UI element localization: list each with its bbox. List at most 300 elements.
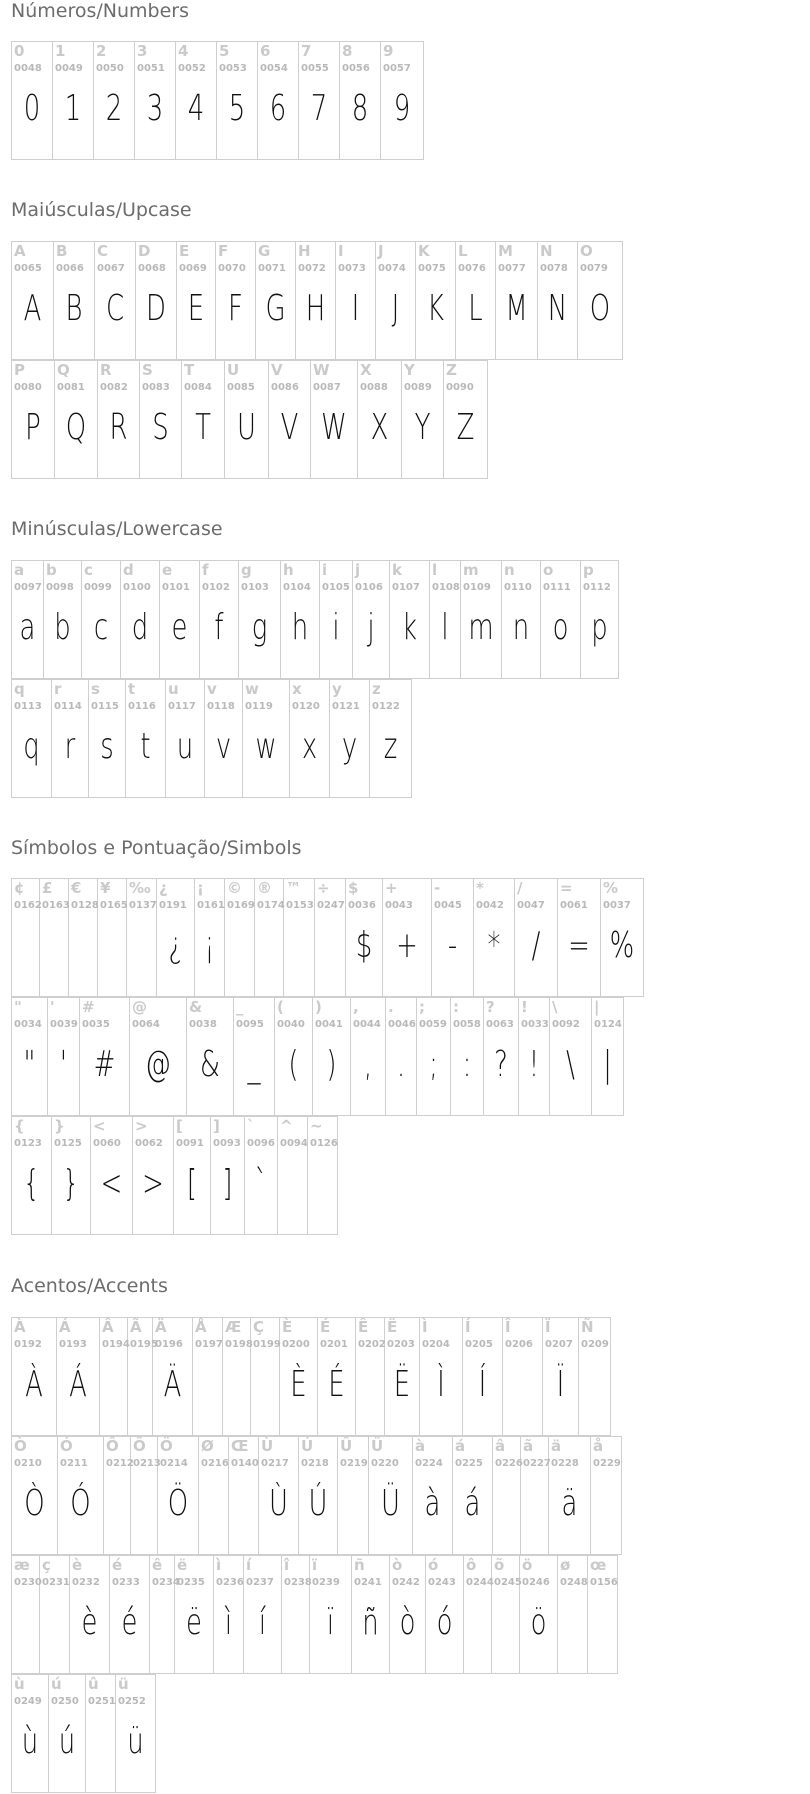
glyph-cell xyxy=(40,878,69,997)
cell-char-label: Ö xyxy=(160,1437,173,1455)
cell-code-label: 0033 xyxy=(521,1019,549,1030)
glyph-sample: Ë xyxy=(393,1364,411,1405)
glyph-sample: % xyxy=(609,925,635,966)
cell-code-label: 0098 xyxy=(46,582,74,593)
glyph-cell xyxy=(166,679,205,798)
cell-char-label: Ì xyxy=(422,1318,428,1336)
glyph-cell xyxy=(451,997,484,1116)
glyph-cell xyxy=(278,1116,308,1235)
cell-char-label: v xyxy=(207,680,217,698)
glyph-cell xyxy=(558,878,601,997)
glyph-cell xyxy=(80,997,130,1116)
glyph-cell xyxy=(44,560,82,679)
cell-code-label: 0165 xyxy=(100,900,128,911)
cell-char-label: D xyxy=(138,242,151,260)
glyph-sample: | xyxy=(603,1044,612,1085)
cell-char-label: B xyxy=(56,242,68,260)
cell-char-label: Y xyxy=(404,361,415,379)
cell-char-label: ‰ xyxy=(129,879,151,897)
cell-char-label: £ xyxy=(42,879,53,897)
glyph-cell xyxy=(225,878,255,997)
cell-char-label: ™ xyxy=(286,879,301,897)
glyph-cell xyxy=(258,41,299,160)
glyph-cell xyxy=(57,1317,100,1436)
cell-code-label: 0109 xyxy=(463,582,491,593)
cell-code-label: 0169 xyxy=(227,900,255,911)
cell-char-label: , xyxy=(353,998,359,1016)
cell-char-label: y xyxy=(332,680,342,698)
cell-code-label: 0091 xyxy=(176,1138,204,1149)
glyph-sample: Ò xyxy=(24,1483,45,1524)
cell-char-label: Œ xyxy=(231,1437,249,1455)
cell-code-label: 0193 xyxy=(59,1339,87,1350)
glyph-cell xyxy=(259,1436,299,1555)
cell-char-label: # xyxy=(82,998,95,1016)
glyph-cell xyxy=(578,241,623,360)
glyph-cell xyxy=(432,878,474,997)
glyph-sample: Ú xyxy=(308,1483,328,1524)
glyph-cell xyxy=(351,997,386,1116)
cell-char-label: å xyxy=(593,1437,604,1455)
glyph-cell xyxy=(320,560,353,679)
glyph-cell xyxy=(193,1317,223,1436)
cell-code-label: 0115 xyxy=(91,701,119,712)
cell-char-label: p xyxy=(583,561,594,579)
glyph-cell xyxy=(205,679,243,798)
glyph-cell xyxy=(346,878,383,997)
glyph-sample: @ xyxy=(145,1044,171,1085)
cell-char-label: é xyxy=(112,1556,123,1574)
glyph-cell xyxy=(402,360,444,479)
glyph-row xyxy=(11,1116,338,1235)
glyph-cell xyxy=(12,360,55,479)
cell-code-label: 0100 xyxy=(123,582,151,593)
cell-code-label: 0089 xyxy=(404,382,432,393)
glyph-row xyxy=(11,997,624,1116)
cell-char-label: P xyxy=(14,361,25,379)
glyph-sample: 0 xyxy=(23,88,41,129)
cell-char-label: b xyxy=(46,561,57,579)
cell-char-label: ( xyxy=(277,998,284,1016)
glyph-cell xyxy=(136,241,177,360)
glyph-sample: l xyxy=(441,607,449,648)
cell-code-label: 0040 xyxy=(277,1019,305,1030)
cell-code-label: 0075 xyxy=(418,263,446,274)
cell-code-label: 0227 xyxy=(523,1458,551,1469)
glyph-cell xyxy=(89,679,126,798)
glyph-cell xyxy=(370,679,412,798)
glyph-cell xyxy=(426,1555,464,1674)
cell-code-label: 0103 xyxy=(241,582,269,593)
glyph-cell xyxy=(256,241,296,360)
cell-char-label: " xyxy=(14,998,22,1016)
cell-char-label: Ü xyxy=(371,1437,384,1455)
glyph-cell xyxy=(150,1555,180,1674)
glyph-cell xyxy=(140,360,182,479)
glyph-sample: $ xyxy=(355,925,373,966)
glyph-sample: a xyxy=(19,607,36,648)
cell-code-label: 0245 xyxy=(494,1577,522,1588)
glyph-cell xyxy=(463,1317,503,1436)
glyph-cell xyxy=(390,560,430,679)
glyph-sample: ë xyxy=(186,1602,202,1643)
glyph-cell xyxy=(100,1317,128,1436)
cell-code-label: 0063 xyxy=(486,1019,514,1030)
cell-code-label: 0236 xyxy=(216,1577,244,1588)
glyph-cell xyxy=(381,41,424,160)
glyph-sample: G xyxy=(265,288,286,329)
glyph-sample: & xyxy=(199,1044,221,1085)
cell-code-label: 0079 xyxy=(580,263,608,274)
glyph-sample: Ó xyxy=(70,1483,91,1524)
cell-char-label: N xyxy=(540,242,553,260)
glyph-sample: K xyxy=(426,288,444,329)
glyph-sample: 8 xyxy=(351,88,369,129)
cell-code-label: 0224 xyxy=(415,1458,443,1469)
cell-code-label: 0204 xyxy=(422,1339,450,1350)
glyph-sample: Ü xyxy=(381,1483,400,1524)
cell-code-label: 0250 xyxy=(51,1696,79,1707)
glyph-cell xyxy=(313,997,351,1116)
cell-code-label: 0048 xyxy=(14,63,42,74)
glyph-row xyxy=(11,1436,622,1555)
glyph-cell xyxy=(255,878,284,997)
cell-code-label: 0097 xyxy=(14,582,42,593)
glyph-cell xyxy=(310,1555,352,1674)
cell-code-label: 0213 xyxy=(133,1458,161,1469)
cell-code-label: 0214 xyxy=(160,1458,188,1469)
glyph-row xyxy=(11,878,644,997)
cell-code-label: 0093 xyxy=(213,1138,241,1149)
glyph-cell xyxy=(543,1317,579,1436)
cell-char-label: * xyxy=(476,879,484,897)
glyph-sample: t xyxy=(140,726,151,767)
cell-char-label: & xyxy=(189,998,203,1016)
glyph-sample: \ xyxy=(566,1044,575,1085)
glyph-cell xyxy=(541,560,581,679)
glyph-cell xyxy=(195,878,225,997)
glyph-sample: É xyxy=(328,1364,345,1405)
cell-char-label: ó xyxy=(428,1556,439,1574)
cell-code-label: 0116 xyxy=(128,701,156,712)
cell-char-label: C xyxy=(97,242,109,260)
cell-code-label: 0251 xyxy=(88,1696,116,1707)
glyph-cell xyxy=(385,1317,420,1436)
cell-code-label: 0052 xyxy=(178,63,206,74)
glyph-cell xyxy=(269,360,311,479)
cell-char-label: ü xyxy=(118,1675,129,1693)
cell-char-label: â xyxy=(495,1437,506,1455)
cell-code-label: 0045 xyxy=(434,900,462,911)
glyph-cell xyxy=(515,878,558,997)
cell-char-label: Ä xyxy=(155,1318,167,1336)
cell-code-label: 0042 xyxy=(476,900,504,911)
cell-char-label: Ú xyxy=(301,1437,314,1455)
glyph-cell xyxy=(315,878,346,997)
glyph-cell xyxy=(581,560,619,679)
glyph-cell xyxy=(284,878,315,997)
cell-code-label: 0039 xyxy=(50,1019,78,1030)
glyph-sample: n xyxy=(512,607,530,648)
glyph-sample: ò xyxy=(399,1602,416,1643)
cell-code-label: 0077 xyxy=(498,263,526,274)
glyph-cell xyxy=(420,1317,463,1436)
glyph-sample: L xyxy=(468,288,483,329)
glyph-sample: j xyxy=(367,607,375,648)
cell-code-label: 0046 xyxy=(388,1019,416,1030)
glyph-sample: T xyxy=(195,407,211,448)
cell-code-label: 0235 xyxy=(177,1577,205,1588)
glyph-sample: ö xyxy=(530,1602,547,1643)
glyph-sample: : xyxy=(462,1044,472,1085)
cell-char-label: 7 xyxy=(301,42,312,60)
cell-code-label: 0057 xyxy=(383,63,411,74)
glyph-cell xyxy=(82,560,121,679)
cell-char-label: ] xyxy=(213,1117,220,1135)
cell-code-label: 0036 xyxy=(348,900,376,911)
cell-char-label: ` xyxy=(247,1117,255,1135)
cell-char-label: | xyxy=(594,998,600,1016)
cell-code-label: 0086 xyxy=(271,382,299,393)
cell-code-label: 0246 xyxy=(522,1577,550,1588)
glyph-cell xyxy=(187,997,234,1116)
glyph-sample: ¡ xyxy=(204,925,215,966)
cell-code-label: 0055 xyxy=(301,63,329,74)
cell-code-label: 0081 xyxy=(57,382,85,393)
glyph-sample: < xyxy=(100,1163,123,1204)
glyph-cell xyxy=(591,1436,622,1555)
cell-char-label: i xyxy=(322,561,328,579)
cell-code-label: 0226 xyxy=(495,1458,523,1469)
cell-char-label: í xyxy=(246,1556,252,1574)
cell-code-label: 0252 xyxy=(118,1696,146,1707)
cell-char-label: e xyxy=(162,561,173,579)
cell-char-label: ç xyxy=(42,1556,51,1574)
glyph-sample: X xyxy=(370,407,389,448)
cell-char-label: ¢ xyxy=(14,879,25,897)
glyph-cell xyxy=(558,1555,588,1674)
cell-char-label: t xyxy=(128,680,136,698)
cell-code-label: 0095 xyxy=(236,1019,264,1030)
cell-code-label: 0242 xyxy=(392,1577,420,1588)
cell-char-label: ñ xyxy=(354,1556,365,1574)
cell-code-label: 0062 xyxy=(135,1138,163,1149)
glyph-sample: È xyxy=(290,1364,307,1405)
glyph-cell xyxy=(521,1436,549,1555)
glyph-sample: N xyxy=(547,288,568,329)
cell-code-label: 0118 xyxy=(207,701,235,712)
cell-code-label: 0125 xyxy=(54,1138,82,1149)
cell-char-label: Û xyxy=(340,1437,353,1455)
glyph-cell xyxy=(214,1555,244,1674)
cell-code-label: 0218 xyxy=(301,1458,329,1469)
cell-code-label: 0112 xyxy=(583,582,611,593)
glyph-sample: Á xyxy=(69,1364,87,1405)
glyph-cell xyxy=(299,1436,338,1555)
glyph-sample: Ä xyxy=(163,1364,182,1405)
glyph-cell xyxy=(592,997,624,1116)
glyph-cell xyxy=(126,679,166,798)
glyph-cell xyxy=(336,241,376,360)
glyph-cell xyxy=(177,241,216,360)
glyph-sample: ó xyxy=(436,1602,453,1643)
glyph-cell xyxy=(290,679,330,798)
glyph-sample: S xyxy=(152,407,169,448)
cell-code-label: 0120 xyxy=(292,701,320,712)
cell-code-label: 0105 xyxy=(322,582,350,593)
glyph-sample: * xyxy=(487,925,501,966)
glyph-sample: + xyxy=(396,925,418,966)
cell-code-label: 0232 xyxy=(72,1577,100,1588)
cell-char-label: 9 xyxy=(383,42,394,60)
cell-code-label: 0233 xyxy=(112,1577,140,1588)
cell-char-label: © xyxy=(227,879,242,897)
cell-code-label: 0248 xyxy=(560,1577,588,1588)
glyph-sample: M xyxy=(505,288,528,329)
glyph-cell xyxy=(217,41,258,160)
glyph-cell xyxy=(12,1674,49,1793)
glyph-cell xyxy=(133,1116,174,1235)
cell-char-label: æ xyxy=(14,1556,30,1574)
cell-code-label: 0192 xyxy=(14,1339,42,1350)
glyph-sample: # xyxy=(93,1044,116,1085)
glyph-cell xyxy=(244,1555,282,1674)
section-title-accents: Acentos/Accents xyxy=(11,1275,168,1297)
cell-char-label: 4 xyxy=(178,42,189,60)
glyph-sample: E xyxy=(187,288,205,329)
cell-code-label: 0196 xyxy=(155,1339,183,1350)
cell-code-label: 0206 xyxy=(505,1339,533,1350)
glyph-sample: é xyxy=(121,1602,138,1643)
cell-code-label: 0058 xyxy=(453,1019,481,1030)
cell-char-label: Ê xyxy=(358,1318,369,1336)
section-title-numbers: Números/Numbers xyxy=(11,0,189,22)
glyph-sample: ? xyxy=(494,1044,508,1085)
cell-code-label: 0121 xyxy=(332,701,360,712)
cell-char-label: / xyxy=(517,879,523,897)
cell-char-label: Ï xyxy=(545,1318,551,1336)
glyph-sample: h xyxy=(291,607,309,648)
cell-char-label: = xyxy=(560,879,573,897)
cell-char-label: È xyxy=(282,1318,293,1336)
glyph-cell xyxy=(353,560,390,679)
cell-char-label: { xyxy=(14,1117,25,1135)
glyph-cell xyxy=(493,1436,521,1555)
glyph-sample: V xyxy=(280,407,299,448)
glyph-cell xyxy=(135,41,176,160)
glyph-sample: 6 xyxy=(269,88,287,129)
cell-code-label: 0153 xyxy=(286,900,314,911)
glyph-sample: J xyxy=(391,288,400,329)
glyph-sample: D xyxy=(146,288,166,329)
cell-code-label: 0140 xyxy=(231,1458,259,1469)
cell-char-label: G xyxy=(258,242,271,260)
cell-code-label: 0049 xyxy=(55,63,83,74)
glyph-cell xyxy=(330,679,370,798)
glyph-cell xyxy=(153,1317,193,1436)
cell-code-label: 0083 xyxy=(142,382,170,393)
cell-code-label: 0099 xyxy=(84,582,112,593)
glyph-sample: , xyxy=(363,1044,373,1085)
glyph-cell xyxy=(356,1317,385,1436)
cell-code-label: 0038 xyxy=(189,1019,217,1030)
cell-char-label: W xyxy=(313,361,330,379)
cell-char-label: ø xyxy=(560,1556,571,1574)
glyph-cell xyxy=(110,1555,150,1674)
cell-code-label: 0191 xyxy=(159,900,187,911)
glyph-cell xyxy=(413,1436,453,1555)
cell-char-label: 8 xyxy=(342,42,353,60)
cell-code-label: 0051 xyxy=(137,63,165,74)
cell-char-label: < xyxy=(93,1117,106,1135)
cell-char-label: U xyxy=(227,361,240,379)
section-title-upcase: Maiúsculas/Upcase xyxy=(11,199,192,221)
cell-char-label: ã xyxy=(523,1437,534,1455)
glyph-row xyxy=(11,360,488,479)
glyph-cell xyxy=(86,1674,116,1793)
glyph-sample: í xyxy=(258,1602,267,1643)
cell-char-label: Ò xyxy=(14,1437,27,1455)
cell-char-label: ¿ xyxy=(159,879,168,897)
cell-code-label: 0207 xyxy=(545,1339,573,1350)
glyph-cell xyxy=(12,1555,40,1674)
glyph-cell xyxy=(216,241,256,360)
cell-code-label: 0216 xyxy=(201,1458,229,1469)
glyph-sample: ) xyxy=(326,1044,337,1085)
glyph-cell xyxy=(416,241,456,360)
cell-char-label: } xyxy=(54,1117,65,1135)
glyph-cell xyxy=(369,1436,413,1555)
glyph-cell xyxy=(12,1436,58,1555)
glyph-cell xyxy=(182,360,225,479)
cell-code-label: 0107 xyxy=(392,582,420,593)
cell-char-label: $ xyxy=(348,879,359,897)
glyph-cell xyxy=(12,41,53,160)
cell-char-label: ¥ xyxy=(100,879,111,897)
cell-char-label: ô xyxy=(466,1556,477,1574)
glyph-sample: 9 xyxy=(393,88,411,129)
glyph-cell xyxy=(549,1436,591,1555)
glyph-sample: à xyxy=(424,1483,441,1524)
cell-char-label: m xyxy=(463,561,479,579)
section-title-symbols: Símbolos e Pontuação/Simbols xyxy=(11,837,302,859)
cell-code-label: 0047 xyxy=(517,900,545,911)
cell-char-label: O xyxy=(580,242,593,260)
glyph-cell xyxy=(131,1436,161,1555)
glyph-sample: 3 xyxy=(146,88,164,129)
glyph-sample: H xyxy=(305,288,326,329)
glyph-row xyxy=(11,1317,611,1436)
cell-char-label: : xyxy=(453,998,459,1016)
cell-char-label: ï xyxy=(312,1556,318,1574)
glyph-cell xyxy=(52,679,89,798)
cell-char-label: ÷ xyxy=(317,879,330,897)
glyph-sample: Z xyxy=(456,407,475,448)
glyph-sample: 7 xyxy=(310,88,328,129)
cell-char-label: ä xyxy=(551,1437,562,1455)
glyph-sample: k xyxy=(401,607,418,648)
cell-code-label: 0101 xyxy=(162,582,190,593)
glyph-sample: ú xyxy=(58,1721,76,1762)
cell-char-label: Ô xyxy=(106,1437,119,1455)
glyph-cell xyxy=(98,360,140,479)
cell-code-label: 0212 xyxy=(106,1458,134,1469)
cell-code-label: 0237 xyxy=(246,1577,274,1588)
cell-code-label: 0239 xyxy=(312,1577,340,1588)
glyph-cell xyxy=(464,1555,492,1674)
cell-char-label: T xyxy=(184,361,195,379)
glyph-cell xyxy=(211,1116,245,1235)
